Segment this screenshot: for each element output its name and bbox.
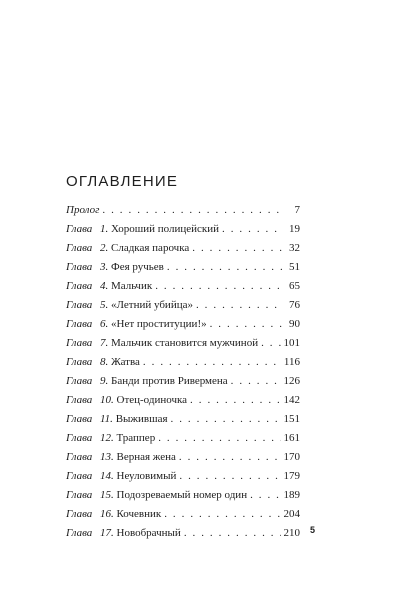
toc-entry-chapter-10[interactable] [66, 391, 300, 410]
toc-entry-label: Глава [66, 413, 93, 425]
toc-dot-leader [155, 277, 283, 296]
toc-entry-page: 7 [294, 204, 300, 216]
toc-entry-number: 7. [100, 337, 109, 349]
toc-entry-label: Глава [66, 223, 93, 235]
toc-entry-title: Фея ручьев [111, 261, 164, 273]
toc-entry-number: 14. [100, 470, 114, 482]
toc-dot-leader [171, 410, 281, 429]
toc-entry-chapter-15[interactable] [66, 486, 300, 505]
toc-dot-leader [167, 258, 283, 277]
toc-entry-title: Выжившая [115, 413, 168, 425]
toc-entry-chapter-12[interactable] [66, 429, 300, 448]
toc-dot-leader [184, 524, 281, 543]
toc-entry-number: 2. [100, 242, 109, 254]
toc-entry-label: Глава [66, 318, 93, 330]
toc-entry-page: 142 [283, 394, 300, 406]
toc-entry-number: 9. [100, 375, 109, 387]
toc-dot-leader [179, 467, 280, 486]
toc-entry-label: Глава [66, 261, 93, 273]
toc-dot-leader [222, 220, 283, 239]
toc-entry-page: 179 [283, 470, 300, 482]
toc-entry-title: Неуловимый [116, 470, 177, 482]
toc-entry-chapter-11[interactable] [66, 410, 300, 429]
toc-entry-page: 76 [289, 299, 300, 311]
toc-entry-chapter-14[interactable] [66, 467, 300, 486]
toc-entry-label: Глава [66, 356, 93, 368]
toc-dot-leader [158, 429, 280, 448]
toc-dot-leader [190, 391, 280, 410]
toc-entry-chapter-4[interactable] [66, 277, 300, 296]
toc-dot-leader [102, 201, 283, 220]
toc-dot-leader [143, 353, 281, 372]
toc-entry-title: «Летний убийца» [111, 299, 193, 311]
page-number: 5 [310, 525, 316, 535]
toc-entry-chapter-8[interactable] [66, 353, 300, 372]
toc-dot-leader [261, 334, 280, 353]
toc-dot-leader [196, 296, 283, 315]
toc-entry-title: Хороший полицейский [111, 223, 220, 235]
toc-entry-page: 161 [283, 432, 300, 444]
toc-entry-page: 170 [283, 451, 300, 463]
toc-entry-label: Глава [66, 508, 93, 520]
toc-entry-number: 3. [100, 261, 109, 273]
toc-entry-chapter-7[interactable] [66, 334, 300, 353]
toc-entry-page: 19 [289, 223, 300, 235]
toc-dot-leader [179, 448, 281, 467]
toc-entry-title: Жатва [111, 356, 140, 368]
toc-entry-page: 51 [289, 261, 300, 273]
toc-entry-page: 189 [283, 489, 300, 501]
toc-entry-label: Глава [66, 242, 93, 254]
toc-entry-number: 13. [100, 451, 114, 463]
toc-entry-label: Глава [66, 394, 93, 406]
toc-entry-chapter-9[interactable] [66, 372, 300, 391]
toc-entry-label: Глава [66, 470, 93, 482]
toc-entry-title: Траппер [116, 432, 156, 444]
toc-entry-chapter-17[interactable] [66, 524, 300, 543]
toc-entry-chapter-16[interactable] [66, 505, 300, 524]
toc-entry-number: 17. [100, 527, 114, 539]
toc-entry-chapter-6[interactable] [66, 315, 300, 334]
toc-entry-number: 12. [100, 432, 114, 444]
toc-entry-page: 65 [289, 280, 300, 292]
toc-entry-title: Новобрачный [116, 527, 181, 539]
toc-entry-page: 101 [283, 337, 300, 349]
toc-entry-number: 1. [100, 223, 109, 235]
toc-entry-label: Глава [66, 375, 93, 387]
toc-entry-label: Глава [66, 489, 93, 501]
toc-entry-number: 11. [100, 413, 113, 425]
toc-entry-label: Глава [66, 299, 93, 311]
toc-entry-number: 16. [100, 508, 114, 520]
toc-entry-label: Глава [66, 527, 93, 539]
toc-entry-page: 210 [283, 527, 300, 539]
toc-entry-number: 8. [100, 356, 109, 368]
toc-entry-chapter-13[interactable] [66, 448, 300, 467]
toc-entry-chapter-1[interactable] [66, 220, 300, 239]
toc-entry-prologue[interactable] [66, 201, 300, 220]
toc-entry-title: Мальчик становится мужчиной [111, 337, 259, 349]
toc-entry-label: Глава [66, 432, 93, 444]
toc-entry-title: Верная жена [116, 451, 176, 463]
toc-entry-chapter-5[interactable] [66, 296, 300, 315]
toc-dot-leader [250, 486, 280, 505]
toc-entry-page: 32 [289, 242, 300, 254]
toc-dot-leader [231, 372, 281, 391]
toc-entry-title: Мальчик [111, 280, 153, 292]
toc-entry-title: «Нет проституции!» [111, 318, 207, 330]
toc-entry-page: 116 [283, 356, 300, 368]
toc-entry-number: 5. [100, 299, 109, 311]
toc-entry-label: Глава [66, 280, 93, 292]
toc-entry-title: Сладкая парочка [111, 242, 190, 254]
toc-entry-label: Глава [66, 337, 93, 349]
toc-entry-title: Кочевник [116, 508, 162, 520]
toc-heading: ОГЛАВЛЕНИЕ [66, 173, 179, 190]
toc-entry-title: Подозреваемый номер один [116, 489, 248, 501]
toc-dot-leader [164, 505, 280, 524]
toc-entry-chapter-3[interactable] [66, 258, 300, 277]
toc-entry-page: 90 [289, 318, 300, 330]
table-of-contents [66, 201, 300, 543]
toc-entry-label: Глава [66, 451, 93, 463]
toc-entry-number: 4. [100, 280, 109, 292]
toc-entry-title: Отец-одиночка [116, 394, 188, 406]
toc-entry-page: 151 [283, 413, 300, 425]
toc-dot-leader [210, 315, 283, 334]
toc-entry-page: 204 [283, 508, 300, 520]
toc-entry-number: 10. [100, 394, 114, 406]
toc-entry-label: Пролог [66, 204, 100, 216]
toc-entry-number: 6. [100, 318, 109, 330]
toc-entry-page: 126 [283, 375, 300, 387]
toc-dot-leader [192, 239, 283, 258]
toc-entry-chapter-2[interactable] [66, 239, 300, 258]
toc-entry-title: Банди против Ривермена [111, 375, 228, 387]
toc-entry-number: 15. [100, 489, 114, 501]
